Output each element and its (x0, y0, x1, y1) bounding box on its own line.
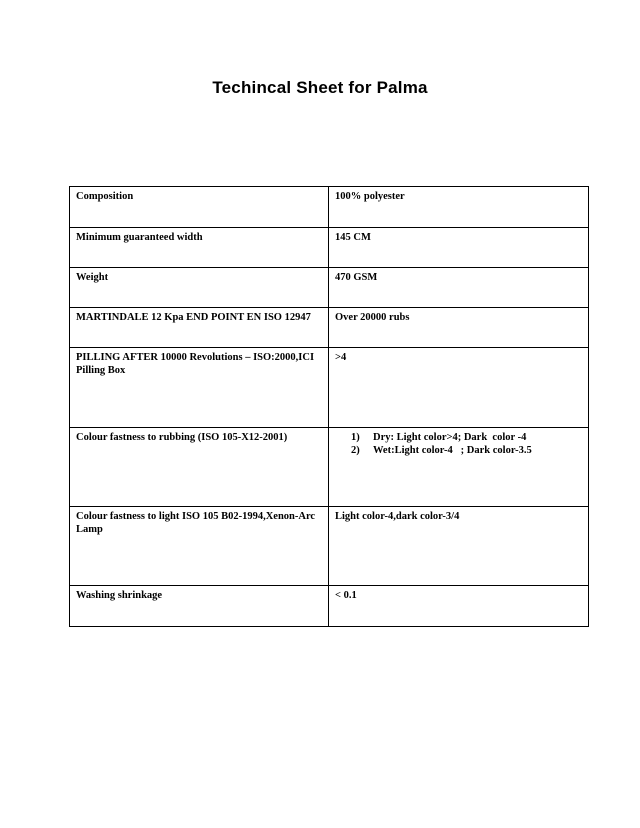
list-item (351, 431, 582, 444)
row-label: Weight (70, 268, 329, 308)
page-title: Techincal Sheet for Palma (212, 78, 428, 97)
list-number: 1) (351, 432, 360, 443)
row-label: MARTINDALE 12 Kpa END POINT EN ISO 12947 (70, 308, 329, 348)
table-row-pilling (70, 348, 589, 428)
row-label: Minimum guaranteed width (70, 228, 329, 268)
row-label: PILLING AFTER 10000 Revolutions – ISO:2000,ICI Pilling Box (70, 348, 329, 428)
table-row-rubbing (70, 428, 589, 507)
row-value: Over 20000 rubs (329, 308, 589, 348)
row-label: Colour fastness to rubbing (ISO 105-X12-2001) (70, 428, 329, 507)
list-text: Wet:Light color-4 ; Dark color-3.5 (373, 445, 532, 456)
spec-table (69, 186, 589, 627)
row-value: Light color-4,dark color-3/4 (329, 507, 589, 586)
row-label: Colour fastness to light ISO 105 B02-1994,Xenon-Arc Lamp (70, 507, 329, 586)
table-row-light-fastness (70, 507, 589, 586)
table-row-composition (70, 187, 589, 228)
list-text: Dry: Light color>4; Dark color -4 (373, 432, 527, 443)
rubbing-list (335, 431, 582, 457)
row-value: 470 GSM (329, 268, 589, 308)
row-value: 100% polyester (329, 187, 589, 228)
table-row-martindale (70, 308, 589, 348)
row-value: >4 (329, 348, 589, 428)
row-value: 145 CM (329, 228, 589, 268)
table-row-weight (70, 268, 589, 308)
list-item (351, 444, 582, 457)
table-row-washing (70, 586, 589, 627)
row-value: < 0.1 (329, 586, 589, 627)
row-label: Washing shrinkage (70, 586, 329, 627)
list-number: 2) (351, 445, 360, 456)
row-value (329, 428, 589, 507)
row-label: Composition (70, 187, 329, 228)
table-row-width (70, 228, 589, 268)
